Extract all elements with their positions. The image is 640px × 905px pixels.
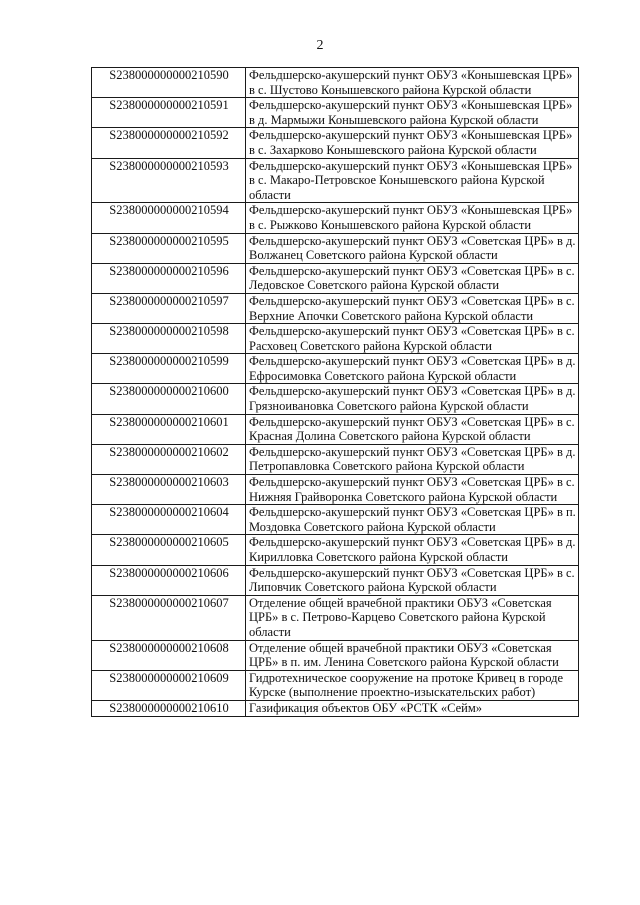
object-code-cell: S238000000000210606 (92, 565, 246, 595)
object-code-cell: S238000000000210609 (92, 670, 246, 700)
object-code-cell: S238000000000210593 (92, 158, 246, 203)
table-row (92, 700, 579, 716)
object-code-cell: S238000000000210608 (92, 640, 246, 670)
object-name-cell: Фельдшерско-акушерский пункт ОБУЗ «Конышевская ЦРБ» в с. Рыжково Конышевского района Курской области (246, 203, 579, 233)
table-row (92, 640, 579, 670)
object-code-cell: S238000000000210592 (92, 128, 246, 158)
object-code-cell: S238000000000210599 (92, 354, 246, 384)
object-code-cell: S238000000000210596 (92, 263, 246, 293)
object-name-cell: Фельдшерско-акушерский пункт ОБУЗ «Советская ЦРБ» в с. Ледовское Советского района Курской области (246, 263, 579, 293)
object-code-cell: S238000000000210605 (92, 535, 246, 565)
object-name-cell: Фельдшерско-акушерский пункт ОБУЗ «Советская ЦРБ» в с. Расховец Советского района Курской области (246, 324, 579, 354)
object-code-cell: S238000000000210597 (92, 293, 246, 323)
object-name-cell: Газификация объектов ОБУ «РСТК «Сейм» (246, 700, 579, 716)
object-name-cell: Фельдшерско-акушерский пункт ОБУЗ «Советская ЦРБ» в с. Нижняя Грайворонка Советского района Курской области (246, 475, 579, 505)
object-name-cell: Фельдшерско-акушерский пункт ОБУЗ «Конышевская ЦРБ» в с. Макаро-Петровское Конышевского района Курской области (246, 158, 579, 203)
object-code-cell: S238000000000210598 (92, 324, 246, 354)
object-code-cell: S238000000000210591 (92, 98, 246, 128)
object-code-cell: S238000000000210601 (92, 414, 246, 444)
object-name-cell: Фельдшерско-акушерский пункт ОБУЗ «Конышевская ЦРБ» в с. Захарково Конышевского района Курской области (246, 128, 579, 158)
table-row (92, 128, 579, 158)
table-row (92, 670, 579, 700)
object-name-cell: Фельдшерско-акушерский пункт ОБУЗ «Конышевская ЦРБ» в с. Шустово Конышевского района Курской области (246, 68, 579, 98)
object-name-cell: Гидротехническое сооружение на протоке Кривец в городе Курске (выполнение проектно-изыскательских работ) (246, 670, 579, 700)
table-row (92, 384, 579, 414)
registry-table (91, 67, 579, 717)
table-row (92, 324, 579, 354)
table-row (92, 444, 579, 474)
registry-table-body (92, 68, 579, 717)
table-row (92, 595, 579, 640)
page-number: 2 (316, 38, 324, 53)
table-row (92, 98, 579, 128)
object-name-cell: Фельдшерско-акушерский пункт ОБУЗ «Советская ЦРБ» в с. Липовчик Советского района Курской области (246, 565, 579, 595)
table-row (92, 203, 579, 233)
object-code-cell: S238000000000210602 (92, 444, 246, 474)
table-row (92, 565, 579, 595)
object-name-cell: Отделение общей врачебной практики ОБУЗ «Советская ЦРБ» в с. Петрово-Карцево Советского района Курской области (246, 595, 579, 640)
table-row (92, 293, 579, 323)
object-code-cell: S238000000000210607 (92, 595, 246, 640)
object-code-cell: S238000000000210594 (92, 203, 246, 233)
object-name-cell: Фельдшерско-акушерский пункт ОБУЗ «Советская ЦРБ» в д. Ефросимовка Советского района Курской области (246, 354, 579, 384)
table-row (92, 535, 579, 565)
object-code-cell: S238000000000210610 (92, 700, 246, 716)
object-code-cell: S238000000000210595 (92, 233, 246, 263)
table-row (92, 68, 579, 98)
object-code-cell: S238000000000210604 (92, 505, 246, 535)
table-row (92, 158, 579, 203)
table-row (92, 414, 579, 444)
object-code-cell: S238000000000210590 (92, 68, 246, 98)
object-code-cell: S238000000000210600 (92, 384, 246, 414)
table-row (92, 233, 579, 263)
object-name-cell: Фельдшерско-акушерский пункт ОБУЗ «Советская ЦРБ» в п. Моздовка Советского района Курской области (246, 505, 579, 535)
object-name-cell: Фельдшерско-акушерский пункт ОБУЗ «Советская ЦРБ» в с. Красная Долина Советского района Курской области (246, 414, 579, 444)
object-name-cell: Фельдшерско-акушерский пункт ОБУЗ «Конышевская ЦРБ» в д. Мармыжи Конышевского района Курской области (246, 98, 579, 128)
table-row (92, 505, 579, 535)
table-row (92, 263, 579, 293)
object-name-cell: Фельдшерско-акушерский пункт ОБУЗ «Советская ЦРБ» в д. Петропавловка Советского района Курской области (246, 444, 579, 474)
object-name-cell: Фельдшерско-акушерский пункт ОБУЗ «Советская ЦРБ» в д. Кирилловка Советского района Курской области (246, 535, 579, 565)
object-name-cell: Фельдшерско-акушерский пункт ОБУЗ «Советская ЦРБ» в д. Волжанец Советского района Курской области (246, 233, 579, 263)
object-name-cell: Фельдшерско-акушерский пункт ОБУЗ «Советская ЦРБ» в д. Грязноивановка Советского района Курской области (246, 384, 579, 414)
table-row (92, 475, 579, 505)
object-code-cell: S238000000000210603 (92, 475, 246, 505)
object-name-cell: Фельдшерско-акушерский пункт ОБУЗ «Советская ЦРБ» в с. Верхние Апочки Советского района Курской области (246, 293, 579, 323)
object-name-cell: Отделение общей врачебной практики ОБУЗ «Советская ЦРБ» в п. им. Ленина Советского района Курской области (246, 640, 579, 670)
table-row (92, 354, 579, 384)
